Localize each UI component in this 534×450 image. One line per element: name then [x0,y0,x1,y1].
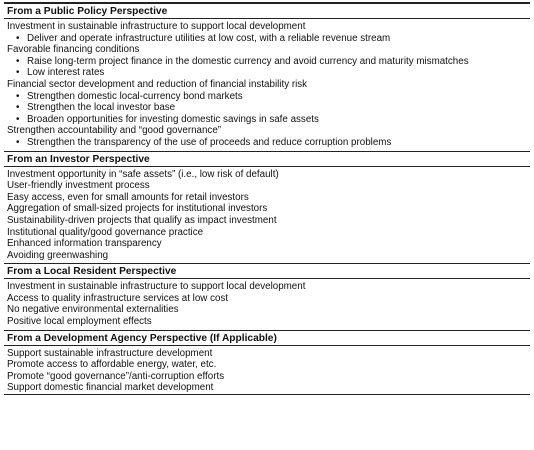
list-item: Investment in sustainable infrastructure to support local development [7,281,306,293]
perspectives-table [4,3,530,395]
list-item: Institutional quality/good governance practice [7,226,204,238]
list-item: Favorable financing conditions [7,44,140,56]
bullet-item [4,137,530,149]
section-local-resident [4,264,530,330]
list-item: Investment in sustainable infrastructure to support local development [7,21,306,32]
section-header: From a Public Policy Perspective [4,4,530,19]
list-item: Support sustainable infrastructure development [7,347,213,359]
bullet-item [4,56,530,68]
bullet-icon: • [16,90,20,102]
bullet-item [4,33,530,45]
bullet-icon: • [16,136,20,148]
section-investor [4,152,530,265]
list-item: Sustainability-driven projects that qualify as impact investment [7,214,277,226]
list-item: Aggregation of small-sized projects for institutional investors [7,203,268,215]
list-item: Promote access to affordable energy, water, etc. [7,359,217,371]
bullet-icon: • [16,113,20,125]
bullet-icon: • [16,32,20,44]
bullet-text: Broaden opportunities for investing domestic savings in safe assets [27,113,319,125]
bullet-text: Deliver and operate infrastructure utilities at low cost, with a reliable revenue stream [27,32,391,44]
bullet-item [4,67,530,79]
section-public-policy [4,4,530,152]
list-item: User-friendly investment process [7,180,150,192]
list-item: Easy access, even for small amounts for retail investors [7,191,249,203]
bullet-text: Strengthen the transparency of the use of proceeds and reduce corruption problems [27,136,392,148]
bullet-item [4,91,530,103]
bullet-icon: • [16,55,20,67]
section-header: From a Development Agency Perspective (If Applicable) [4,331,530,346]
section-header: From an Investor Perspective [4,152,530,167]
list-item: Support domestic financial market development [7,382,214,394]
section-development-agency [4,331,530,395]
list-item: Positive local employment effects [7,316,152,328]
list-item: Avoiding greenwashing [7,249,109,261]
list-item: Financial sector development and reduction of financial instability risk [7,78,308,90]
list-item: Strengthen accountability and “good governance” [7,125,222,137]
bullet-text: Strengthen the local investor base [27,102,176,114]
bullet-text: Raise long-term project finance in the domestic currency and avoid currency and maturity mismatches [27,55,469,67]
bullet-icon: • [16,102,20,114]
list-item: Access to quality infrastructure services at low cost [7,292,229,304]
bullet-item [4,114,530,126]
list-item: Enhanced information transparency [7,238,162,250]
list-item: Investment opportunity in “safe assets” (i.e., low risk of default) [7,168,279,180]
list-item: Promote “good governance”/anti-corruption efforts [7,370,225,382]
section-header: From a Local Resident Perspective [4,264,530,279]
bullet-text: Low interest rates [27,67,105,79]
bullet-text: Strengthen domestic local-currency bond markets [27,90,243,102]
list-item: No negative environmental externalities [7,304,179,316]
bullet-icon: • [16,67,20,79]
bullet-item [4,102,530,114]
